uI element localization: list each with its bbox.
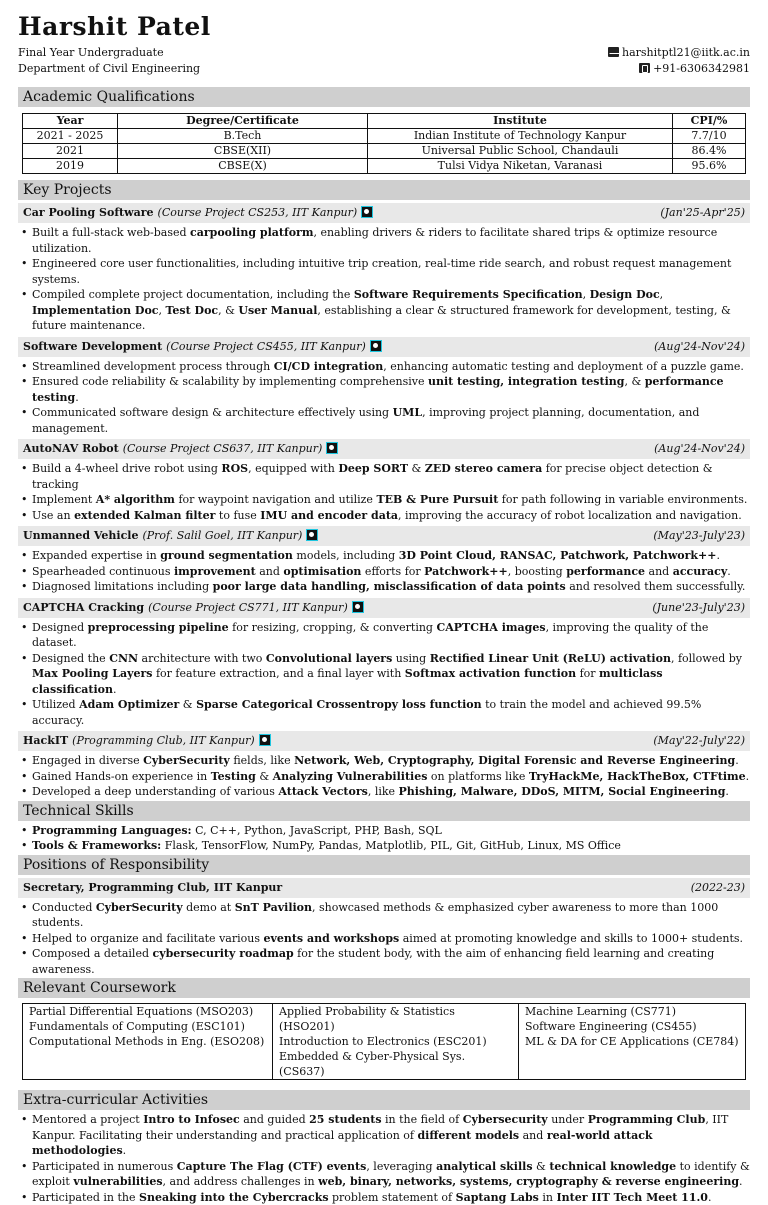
project-date: (Aug'24-Nov'24)	[654, 337, 745, 357]
github-icon[interactable]	[306, 529, 318, 541]
cell: 86.4%	[673, 144, 746, 159]
text: ,	[159, 304, 166, 317]
mail-icon	[608, 47, 619, 57]
list-item	[18, 838, 750, 854]
bold-text: Capture The Flag (CTF) events	[177, 1160, 367, 1173]
bold-text: Patchwork++	[424, 565, 508, 578]
text: problem statement of	[329, 1191, 456, 1204]
section-extra: Extra-curricular Activities	[18, 1090, 750, 1110]
por-heading	[18, 878, 750, 898]
bold-text: TEB & Pure Pursuit	[376, 493, 498, 506]
list-item	[18, 359, 750, 375]
text: under	[548, 1113, 588, 1126]
text: Built a full-stack web-based	[32, 226, 190, 239]
por-list	[18, 900, 750, 978]
section-coursework: Relevant Coursework	[18, 978, 750, 998]
phone-icon	[639, 63, 650, 73]
skills-list	[18, 823, 750, 854]
extra-list	[18, 1112, 750, 1205]
text: .	[75, 391, 79, 404]
list-item	[18, 753, 750, 769]
github-icon[interactable]	[326, 442, 338, 454]
text: &	[408, 462, 425, 475]
project-date: (Jan'25-Apr'25)	[660, 203, 745, 223]
bold-text: Intro to Infosec	[143, 1113, 240, 1126]
table-row	[23, 159, 746, 174]
text: on platforms like	[427, 770, 528, 783]
project-title: CAPTCHA Cracking	[23, 601, 144, 614]
bold-text: Convolutional layers	[266, 652, 392, 665]
text: .	[716, 549, 720, 562]
email-text: harshitptl21@iitk.ac.in	[622, 46, 750, 59]
coursework-col	[519, 1004, 746, 1080]
bold-text: multiclass classification	[32, 667, 663, 696]
section-projects: Key Projects	[18, 180, 750, 200]
text: in the field of	[382, 1113, 463, 1126]
text: Ensured code reliability & scalability by implementing comprehensive	[32, 375, 428, 388]
text: ,	[660, 288, 664, 301]
text: Participated in the	[32, 1191, 139, 1204]
text: Communicated software design & architecture effectively using	[32, 406, 393, 419]
list-item	[18, 492, 750, 508]
bold-text: Design Doc	[590, 288, 660, 301]
project-title: HackIT	[23, 734, 68, 747]
project-title-group	[23, 598, 364, 618]
text: demo at	[183, 901, 235, 914]
bold-text: CAPTCHA images	[436, 621, 545, 634]
text: Designed	[32, 621, 88, 634]
text: , and address challenges in	[163, 1175, 319, 1188]
text: Expanded expertise in	[32, 549, 160, 562]
bold-text: CyberSecurity	[96, 901, 183, 914]
academic-table	[22, 113, 746, 174]
list-item	[18, 900, 750, 931]
project-date: (May'22-July'22)	[653, 731, 745, 751]
projects-list	[18, 203, 750, 800]
text: to train the model and achieved 99.5% accuracy.	[32, 698, 701, 727]
project-title: AutoNAV Robot	[23, 442, 119, 455]
list-item	[18, 579, 750, 595]
table-row	[23, 144, 746, 159]
bold-text: improvement	[174, 565, 256, 578]
bold-text: Adam Optimizer	[79, 698, 179, 711]
github-icon[interactable]	[370, 340, 382, 352]
bold-text: Softmax activation function	[405, 667, 576, 680]
resume-page	[18, 12, 750, 1205]
bold-text: CI/CD integration	[274, 360, 384, 373]
bold-text: different models	[417, 1129, 519, 1142]
project-title-group	[23, 526, 318, 546]
bold-text: Phishing, Malware, DDoS, MITM, Social Engineering	[399, 785, 726, 798]
col-degree: Degree/Certificate	[118, 114, 368, 129]
project-heading	[18, 203, 750, 223]
bold-text: ground segmentation	[160, 549, 293, 562]
bold-text: Analyzing Vulnerabilities	[273, 770, 428, 783]
bold-text: CNN	[109, 652, 138, 665]
cell: CBSE(X)	[118, 159, 368, 174]
project-title-group	[23, 731, 271, 751]
text: for feature extraction, and a final layer with	[152, 667, 404, 680]
text: architecture with two	[138, 652, 266, 665]
section-por: Positions of Responsibility	[18, 855, 750, 875]
list-item	[18, 784, 750, 800]
text: Conducted	[32, 901, 96, 914]
bold-text: events and workshops	[263, 932, 399, 945]
text: to identify & exploit	[32, 1160, 750, 1189]
bold-text: Programming Club	[588, 1113, 706, 1126]
project-date: (Aug'24-Nov'24)	[654, 439, 745, 459]
text: C, C++, Python, JavaScript, PHP, Bash, SQL	[192, 824, 442, 837]
list-item	[18, 564, 750, 580]
text: Implement	[32, 493, 96, 506]
text: , followed by	[671, 652, 742, 665]
text: &	[179, 698, 196, 711]
course: ML & DA for CE Applications (CE784)	[525, 1034, 739, 1049]
cell: Universal Public School, Chandauli	[368, 144, 673, 159]
list-item	[18, 508, 750, 524]
text: to fuse	[215, 509, 260, 522]
bold-text: Tools & Frameworks:	[32, 839, 161, 852]
list-item	[18, 548, 750, 564]
list-item	[18, 256, 750, 287]
list-item	[18, 225, 750, 256]
bold-text: Implementation Doc	[32, 304, 159, 317]
text: &	[533, 1160, 550, 1173]
bold-text: 3D Point Cloud, RANSAC, Patchwork, Patchwork++	[399, 549, 717, 562]
text: Developed a deep understanding of various	[32, 785, 278, 798]
project-bullets	[18, 359, 750, 437]
text: Build a 4-wheel drive robot using	[32, 462, 221, 475]
col-institute: Institute	[368, 114, 673, 129]
github-icon[interactable]	[361, 206, 373, 218]
list-item	[18, 1112, 750, 1159]
text: .	[725, 785, 729, 798]
text: models, including	[293, 549, 399, 562]
candidate-name: Harshit Patel	[18, 12, 750, 42]
header-info	[18, 45, 750, 77]
text: , like	[368, 785, 399, 798]
text: , &	[218, 304, 238, 317]
bold-text: preprocessing pipeline	[88, 621, 229, 634]
email-contact[interactable]	[608, 45, 750, 61]
text: Compiled complete project documentation, including the	[32, 288, 354, 301]
text: Engaged in diverse	[32, 754, 143, 767]
text: , &	[624, 375, 644, 388]
bold-text: accuracy	[673, 565, 728, 578]
list-item	[18, 1159, 750, 1190]
course: Introduction to Electronics (ESC201)	[279, 1034, 512, 1049]
text: for	[576, 667, 599, 680]
bold-text: performance	[566, 565, 645, 578]
bold-text: unit testing, integration testing	[428, 375, 624, 388]
list-item	[18, 931, 750, 947]
text: , equipped with	[248, 462, 338, 475]
table-row	[23, 129, 746, 144]
text: for path following in variable environments.	[498, 493, 747, 506]
col-cpi: CPI/%	[673, 114, 746, 129]
bold-text: Saptang Labs	[456, 1191, 539, 1204]
bold-text: TryHackMe, HackTheBox, CTFtime	[529, 770, 746, 783]
list-item	[18, 287, 750, 334]
text: , leveraging	[366, 1160, 436, 1173]
course: Applied Probability & Statistics (HSO201)	[279, 1004, 512, 1034]
bold-text: ZED stereo camera	[425, 462, 542, 475]
bold-text: A* algorithm	[96, 493, 175, 506]
list-item	[18, 620, 750, 651]
text: Diagnosed limitations including	[32, 580, 213, 593]
cell: 2021 - 2025	[23, 129, 118, 144]
bold-text: Inter IIT Tech Meet 11.0	[556, 1191, 707, 1204]
cell: 2021	[23, 144, 118, 159]
text: for resizing, cropping, & converting	[229, 621, 437, 634]
project-bullets	[18, 461, 750, 523]
project-date: (May'23-July'23)	[653, 526, 745, 546]
department-line: Department of Civil Engineering	[18, 61, 200, 77]
text: , enhancing automatic testing and deployment of a puzzle game.	[383, 360, 744, 373]
bold-text: vulnerabilities	[73, 1175, 162, 1188]
cell: B.Tech	[118, 129, 368, 144]
project-title: Unmanned Vehicle	[23, 529, 138, 542]
list-item	[18, 697, 750, 728]
github-icon[interactable]	[259, 734, 271, 746]
project-heading	[18, 337, 750, 357]
bold-text: SnT Pavilion	[235, 901, 312, 914]
list-item	[18, 1190, 750, 1205]
text: , improving project planning, documentation, and management.	[32, 406, 699, 435]
text: Engineered core user functionalities, including intuitive trip creation, real-time ride search, and robust request management systems.	[32, 257, 731, 286]
bold-text: UML	[393, 406, 423, 419]
project-title: Software Development	[23, 340, 162, 353]
list-item	[18, 374, 750, 405]
project-heading	[18, 598, 750, 618]
text: Participated in numerous	[32, 1160, 177, 1173]
text: Use an	[32, 509, 74, 522]
text: Spearheaded continuous	[32, 565, 174, 578]
project-heading	[18, 526, 750, 546]
course: Fundamentals of Computing (ESC101)	[29, 1019, 266, 1034]
bold-text: performance testing	[32, 375, 724, 404]
project-subtitle: (Course Project CS253, IIT Kanpur)	[158, 206, 358, 219]
text: efforts for	[361, 565, 424, 578]
cell: Tulsi Vidya Niketan, Varanasi	[368, 159, 673, 174]
project-bullets	[18, 548, 750, 595]
list-item	[18, 769, 750, 785]
project-subtitle: (Programming Club, IIT Kanpur)	[72, 734, 255, 747]
list-item	[18, 651, 750, 698]
project-title-group	[23, 337, 382, 357]
course: Computational Methods in Eng. (ESO208)	[29, 1034, 266, 1049]
project-subtitle: (Prof. Salil Goel, IIT Kanpur)	[142, 529, 302, 542]
text: ,	[583, 288, 590, 301]
bold-text: Sparse Categorical Crossentropy loss function	[196, 698, 482, 711]
course: Embedded & Cyber-Physical Sys. (CS637)	[279, 1049, 512, 1079]
text: .	[727, 565, 731, 578]
text: for precise object detection & tracking	[32, 462, 713, 491]
status-line: Final Year Undergraduate	[18, 45, 200, 61]
project-title: Car Pooling Software	[23, 206, 154, 219]
bold-text: optimisation	[283, 565, 361, 578]
project-heading	[18, 731, 750, 751]
list-item	[18, 405, 750, 436]
bold-text: technical knowledge	[549, 1160, 676, 1173]
text: , establishing a clear & structured framework for development, testing, & future maintenance.	[32, 304, 731, 333]
bold-text: Sneaking into the Cybercracks	[139, 1191, 328, 1204]
text: Designed the	[32, 652, 109, 665]
project-heading	[18, 439, 750, 459]
course: Partial Differential Equations (MSO203)	[29, 1004, 266, 1019]
phone-text: +91-6306342981	[653, 62, 750, 75]
coursework-col	[23, 1004, 273, 1080]
project-date: (June'23-July'23)	[652, 598, 745, 618]
bold-text: Network, Web, Cryptography, Digital Forensic and Reverse Engineering	[294, 754, 735, 767]
bold-text: Attack Vectors	[278, 785, 367, 798]
text: Helped to organize and facilitate various	[32, 932, 263, 945]
project-title-group	[23, 203, 373, 223]
coursework-col	[273, 1004, 519, 1080]
bold-text: Rectified Linear Unit (ReLU) activation	[430, 652, 671, 665]
section-academic: Academic Qualifications	[18, 87, 750, 107]
bold-text: ROS	[221, 462, 248, 475]
course: Machine Learning (CS771)	[525, 1004, 739, 1019]
bold-text: web, binary, networks, systems, cryptography & reverse engineering	[318, 1175, 739, 1188]
bold-text: carpooling platform	[190, 226, 313, 239]
bold-text: Programming Languages:	[32, 824, 192, 837]
text: .	[123, 1144, 127, 1157]
text: , showcased methods & emphasized cyber awareness to more than 1000 students.	[32, 901, 718, 930]
bold-text: poor large data handling, misclassification of data points	[213, 580, 566, 593]
text: .	[113, 683, 117, 696]
col-year: Year	[23, 114, 118, 129]
list-item	[18, 823, 750, 839]
bold-text: Software Requirements Specification	[354, 288, 583, 301]
project-bullets	[18, 753, 750, 800]
bold-text: Test Doc	[166, 304, 219, 317]
text: .	[746, 770, 750, 783]
text: , improving the accuracy of robot localization and navigation.	[398, 509, 742, 522]
text: Mentored a project	[32, 1113, 143, 1126]
bold-text: analytical skills	[436, 1160, 532, 1173]
por-title: Secretary, Programming Club, IIT Kanpur	[23, 878, 282, 898]
cell: 7.7/10	[673, 129, 746, 144]
project-subtitle: (Course Project CS637, IIT Kanpur)	[123, 442, 323, 455]
bold-text: 25 students	[309, 1113, 381, 1126]
text: Flask, TensorFlow, NumPy, Pandas, Matplotlib, PIL, Git, GitHub, Linux, MS Office	[161, 839, 621, 852]
text: using	[392, 652, 429, 665]
section-skills: Technical Skills	[18, 801, 750, 821]
text: for the student body, with the aim of enhancing field learning and creating awareness.	[32, 947, 714, 976]
text: , boosting	[508, 565, 567, 578]
text: and	[519, 1129, 547, 1142]
text: .	[735, 754, 739, 767]
bold-text: Cybersecurity	[463, 1113, 548, 1126]
text: in	[539, 1191, 557, 1204]
text: .	[739, 1175, 743, 1188]
por-date: (2022-23)	[691, 878, 745, 898]
text: fields, like	[230, 754, 294, 767]
text: , enabling drivers & riders to facilitate shared trips & optimize resource utilization.	[32, 226, 717, 255]
cell: 95.6%	[673, 159, 746, 174]
bold-text: real-world attack methodologies	[32, 1129, 653, 1158]
bold-text: Deep SORT	[338, 462, 408, 475]
text: Composed a detailed	[32, 947, 153, 960]
text: , improving the quality of the dataset.	[32, 621, 708, 650]
project-title-group	[23, 439, 338, 459]
bold-text: User Manual	[238, 304, 317, 317]
bold-text: IMU and encoder data	[260, 509, 398, 522]
text: and	[645, 565, 673, 578]
text: Utilized	[32, 698, 79, 711]
text: aimed at promoting knowledge and skills to 1000+ students.	[399, 932, 743, 945]
github-icon[interactable]	[352, 601, 364, 613]
course: Software Engineering (CS455)	[525, 1019, 739, 1034]
project-bullets	[18, 225, 750, 334]
bold-text: Testing	[211, 770, 256, 783]
bold-text: extended Kalman filter	[74, 509, 215, 522]
bold-text: Max Pooling Layers	[32, 667, 152, 680]
bold-text: cybersecurity roadmap	[153, 947, 294, 960]
cell: Indian Institute of Technology Kanpur	[368, 129, 673, 144]
phone-contact[interactable]	[608, 61, 750, 77]
project-subtitle: (Course Project CS771, IIT Kanpur)	[148, 601, 348, 614]
project-bullets	[18, 620, 750, 729]
list-item	[18, 461, 750, 492]
text: Gained Hands-on experience in	[32, 770, 211, 783]
text: and	[256, 565, 284, 578]
text: .	[708, 1191, 712, 1204]
coursework-table	[22, 1003, 746, 1080]
text: and resolved them successfully.	[566, 580, 746, 593]
text: and guided	[240, 1113, 309, 1126]
text: Streamlined development process through	[32, 360, 274, 373]
text: , IIT Kanpur. Facilitating their understanding and practical application of	[32, 1113, 728, 1142]
project-subtitle: (Course Project CS455, IIT Kanpur)	[166, 340, 366, 353]
text: for waypoint navigation and utilize	[175, 493, 376, 506]
text: &	[256, 770, 273, 783]
list-item	[18, 946, 750, 977]
cell: CBSE(XII)	[118, 144, 368, 159]
bold-text: CyberSecurity	[143, 754, 230, 767]
cell: 2019	[23, 159, 118, 174]
